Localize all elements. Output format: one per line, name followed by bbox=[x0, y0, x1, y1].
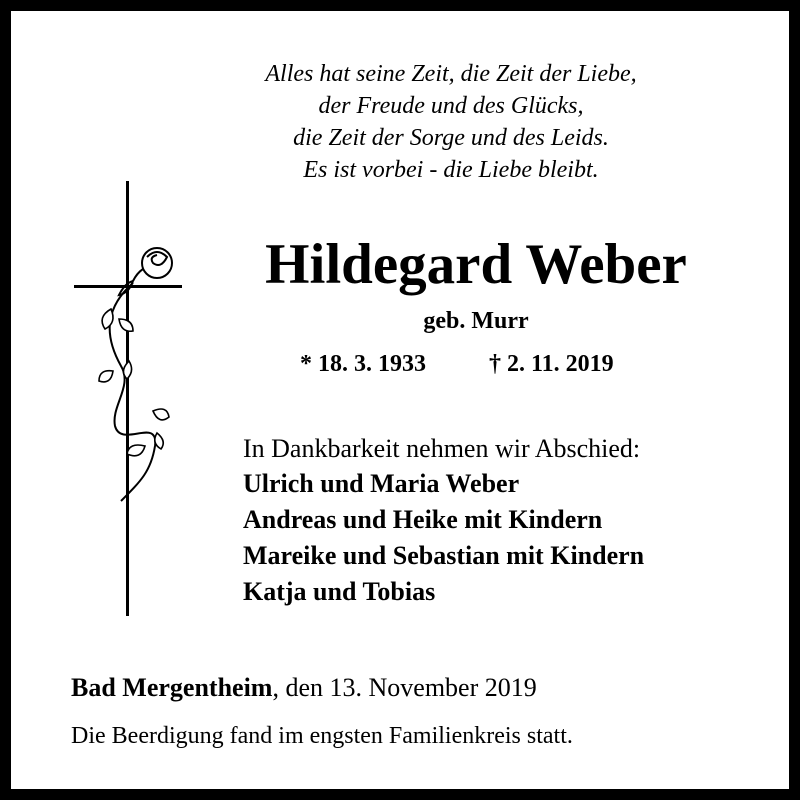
deceased-name: Hildegard Weber bbox=[265, 233, 687, 296]
funeral-note: Die Beerdigung fand im engsten Familienkreis statt. bbox=[71, 723, 573, 749]
cross-with-rose-icon bbox=[71, 181, 201, 631]
obituary-notice: Alles hat seine Zeit, die Zeit der Liebe, der Freude und des Glücks, die Zeit der Sorge und des Leids. Es ist vorbei - die Liebe bleibt. Hildegard Weber geb. Murr * 18. 3. 1933 † 2. 11. 2019 In Dankbarkeit nehmen wir Abschied: Ulrich und Maria Weber Andreas und Heike mit Kindern Mareike und Sebastian mit Kindern Katja und Tobias Bad Mergentheim, den 13. November 2019 Die Beerdigung fand im engsten Familienkreis statt. bbox=[0, 0, 800, 800]
farewell-intro: In Dankbarkeit nehmen wir Abschied: bbox=[243, 434, 641, 463]
mourner-line: Ulrich und Maria Weber bbox=[243, 469, 520, 498]
maiden-name: geb. Murr bbox=[423, 308, 529, 334]
place-date-line bbox=[71, 673, 537, 703]
birth-date: * 18. 3. 1933 bbox=[300, 351, 426, 377]
mourner-line: Andreas und Heike mit Kindern bbox=[243, 505, 603, 534]
mourner-line: Mareike und Sebastian mit Kindern bbox=[243, 541, 645, 570]
mourner-line: Katja und Tobias bbox=[243, 577, 436, 606]
death-date: † 2. 11. 2019 bbox=[489, 351, 614, 377]
date-text: , den 13. November 2019 bbox=[272, 673, 537, 702]
place-name: Bad Mergentheim bbox=[71, 673, 273, 702]
